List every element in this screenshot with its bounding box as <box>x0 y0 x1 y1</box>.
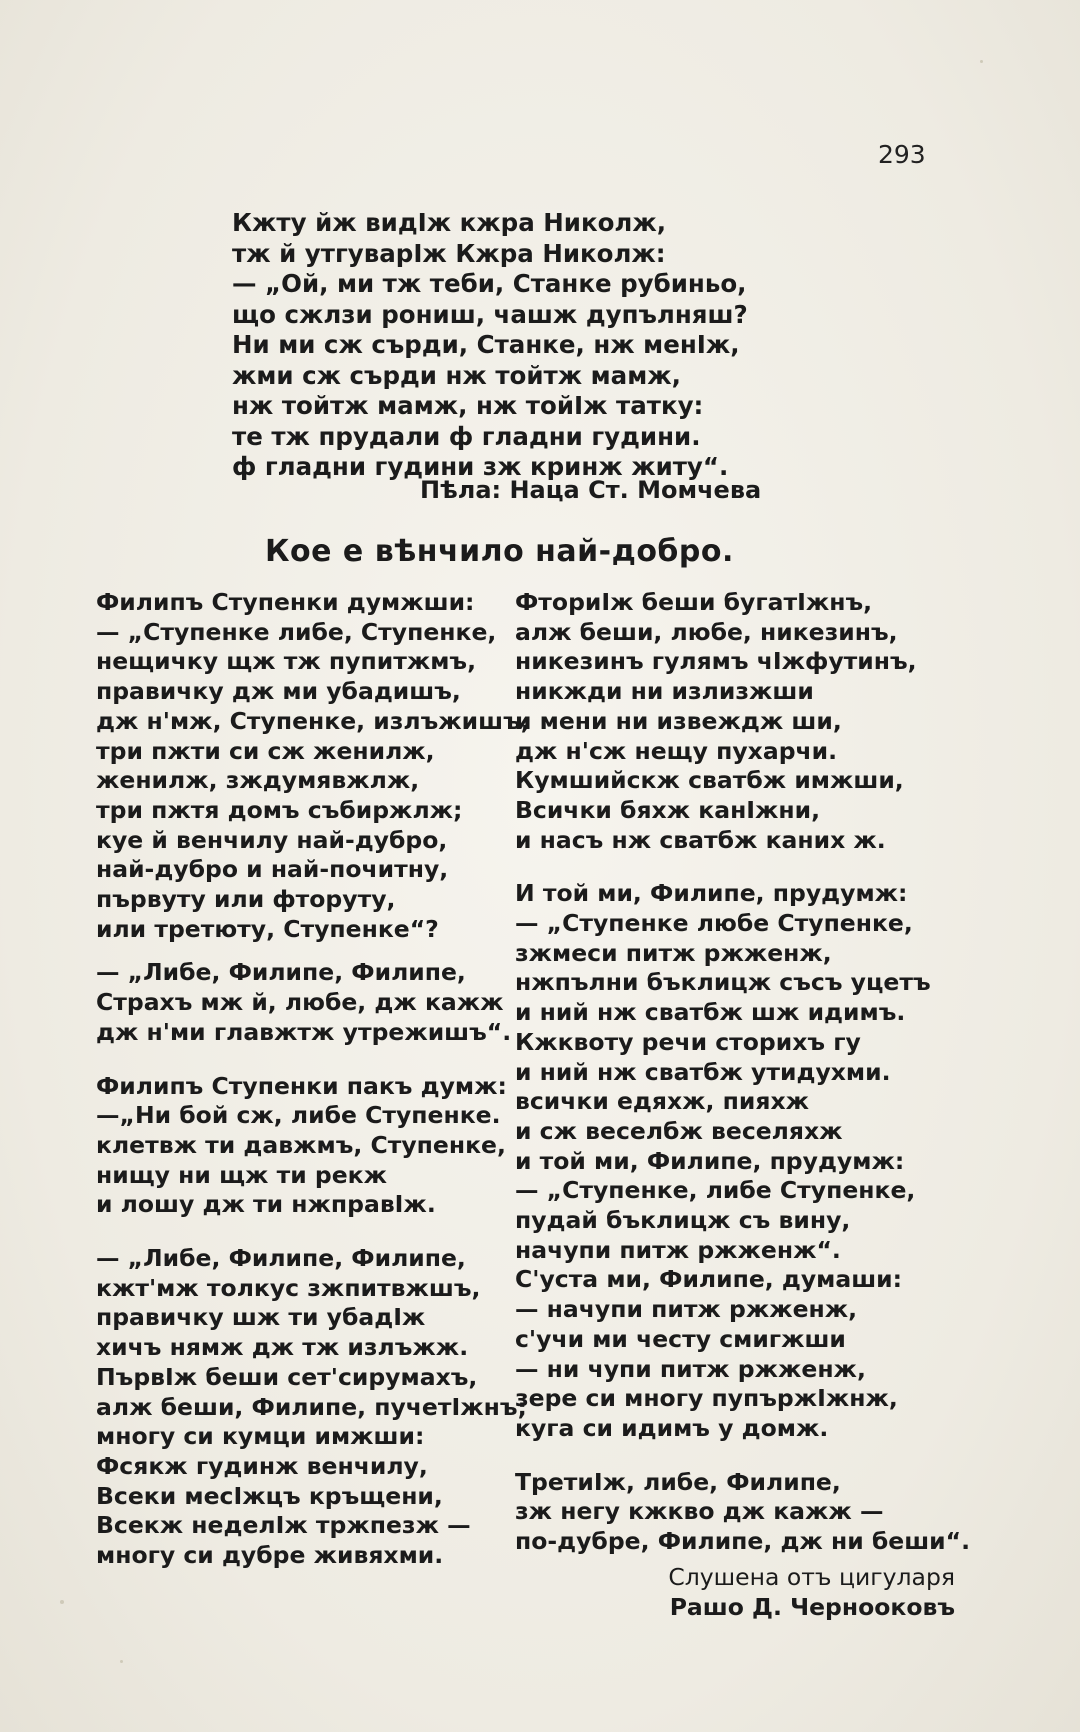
poem-line: И той ми, Филипе, прудумж: <box>515 879 908 908</box>
closing-attribution-source: Слушена отъ цигуларя <box>668 1562 955 1591</box>
poem-line: Всекж неделІж тржпезж — <box>96 1511 471 1540</box>
poem-line: що сжлзи рониш, чашж дупълняш? <box>232 299 748 329</box>
poem-line: С'уста ми, Филипе, думаши: <box>515 1265 903 1294</box>
poem-line: пудай бъклицж съ вину, <box>515 1206 851 1235</box>
poem-line: ф гладни гудини зж кринж житу“. <box>232 452 729 481</box>
stanza <box>515 879 955 1443</box>
poem-line: те тж прудали ф гладни гудини. <box>232 421 701 451</box>
poem-line: тж й утгуварІж Кжра Николж: <box>232 238 666 268</box>
poem-line: многу си дубре живяхми. <box>96 1541 444 1570</box>
poem-line: — „Либе, Филипе, Филипе, <box>96 958 466 987</box>
poem-line: всички едяхж, пияхж <box>515 1087 809 1116</box>
poem-line: най-дубро и най-почитну, <box>96 855 449 884</box>
poem-line: правичку шж ти убадІж <box>96 1303 426 1332</box>
poem-line: ПървІж беши сет'сирумахъ, <box>96 1362 478 1391</box>
poem-line: и сж веселбж веселяхж <box>515 1116 843 1145</box>
poem-line: — ни чупи питж ржженж, <box>515 1354 866 1383</box>
stanza <box>96 588 530 944</box>
poem-line: Фсякж гудинж венчилу, <box>96 1451 428 1480</box>
poem-line: женилж, зждумявжлж, <box>96 766 420 795</box>
poem-line: ФториІж беши бугатІжнъ, <box>515 588 873 616</box>
poem-line: Филипъ Ступенки думжши: <box>96 588 475 616</box>
poem-line: — „Ступенке любе Ступенке, <box>515 909 913 938</box>
poem-line: зж негу кжкво дж кажж — <box>515 1497 884 1526</box>
poem-line: правичку дж ми убадишъ, <box>96 677 461 706</box>
poem-line: многу си кумци имжши: <box>96 1422 425 1451</box>
poem-line: с'учи ми честу смигжши <box>515 1324 846 1353</box>
intro-poem <box>232 208 832 483</box>
stanza-gap <box>96 1220 506 1244</box>
poem-line: — „Ступенке, либе Ступенке, <box>515 1176 916 1205</box>
poem-line: и насъ нж сватбж каних ж. <box>515 825 886 854</box>
poem-line: дж н'ми главжтж утрежишъ“. <box>96 1017 512 1046</box>
poem-line: по-дубре, Филипе, дж ни беши“. <box>515 1527 971 1556</box>
poem-line: три пжти си сж женилж, <box>96 736 435 765</box>
poem-line: ТретиІж, либе, Филипе, <box>515 1467 841 1496</box>
stanza-gap <box>515 855 955 879</box>
poem-line: куга си идимъ у домж. <box>515 1413 829 1442</box>
poem-line: алж беши, любе, никезинъ, <box>515 617 898 646</box>
poem-line: и мени ни извеждж ши, <box>515 706 842 735</box>
poem-line: или третюту, Ступенке“? <box>96 914 439 943</box>
page-number: 293 <box>878 140 926 169</box>
poem-line: и ний нж сватбж утидухми. <box>515 1057 891 1086</box>
stanza <box>96 958 512 1047</box>
poem-line: — „Ступенке либе, Ступенке, <box>96 617 497 646</box>
intro-attribution: Пѣла: Наца Ст. Момчева <box>420 476 762 504</box>
poem-line: алж беши, Филипе, пучетІжнъ; <box>96 1392 527 1421</box>
poem-line: и той ми, Филипе, прудумж: <box>515 1146 905 1175</box>
poem-line: клетвж ти давжмъ, Ступенке, <box>96 1130 506 1159</box>
poem-line: първуту или фторуту, <box>96 885 396 914</box>
right-column <box>515 588 971 1622</box>
poem-line: дж н'сж нещу пухарчи. <box>515 736 838 765</box>
poem-line: — „Либе, Филипе, Филипе, <box>96 1244 466 1273</box>
poem-line: Ни ми сж сърди, Станке, нж менІж, <box>232 330 740 359</box>
poem-line: нжпълни бъклицж съсъ уцетъ <box>515 968 931 997</box>
poem-line: никжди ни излизжши <box>515 677 814 706</box>
closing-attribution-name: Рашо Д. Чернооковъ <box>669 1592 955 1621</box>
poem-line: Всеки месІжцъ кръщени, <box>96 1481 443 1510</box>
stanza-gap <box>515 1444 955 1468</box>
stanza <box>515 588 955 855</box>
stanza-gap <box>96 944 506 958</box>
poem-line: нищу ни щж ти рекж <box>96 1160 387 1189</box>
poem-line: хичъ нямж дж тж излъжж. <box>96 1333 469 1362</box>
poem-line: зере си многу пупържІжнж, <box>515 1384 898 1413</box>
poem-line: кжт'мж толкус зжпитвжшъ, <box>96 1273 481 1302</box>
poem-line: нж тойтж мамж, нж тойІж татку: <box>232 391 704 420</box>
song-title: Кое е вѣнчило най-добро. <box>265 534 734 569</box>
stanza <box>96 1072 506 1221</box>
stanza-gap <box>96 1048 506 1072</box>
poem-line: — „Ой, ми тж теби, Станке рубиньо, <box>232 269 747 298</box>
poem-line: и лошу дж ти нжправІж. <box>96 1190 436 1219</box>
poem-line: начупи питж ржженж“. <box>515 1235 841 1264</box>
poem-line: зжмеси питж ржженж, <box>515 938 832 967</box>
poem-line: три пжтя домъ събиржлж; <box>96 795 463 824</box>
poem-line: Кжквоту речи сторихъ гу <box>515 1027 861 1056</box>
poem-line: и ний нж сватбж шж идимъ. <box>515 998 906 1027</box>
stanza <box>96 1244 527 1571</box>
poem-line: дж н'мж, Ступенке, излъжишъ, <box>96 706 530 735</box>
poem-line: куе й венчилу най-дубро, <box>96 825 448 854</box>
poem-line: —„Ни бой сж, либе Ступенке. <box>96 1101 501 1130</box>
poem-line: Филипъ Ступенки пакъ думж: <box>96 1071 507 1100</box>
left-column <box>96 588 530 1571</box>
poem-line: жми сж сърди нж тойтж мамж, <box>232 360 681 390</box>
poem-line: нещичку щж тж пупитжмъ, <box>96 647 476 676</box>
poem-line: никезинъ гулямъ чІжфутинъ, <box>515 647 917 676</box>
poem-line: Кумшийскж сватбж имжши, <box>515 766 904 795</box>
poem-line: Страхъ мж й, любе, дж кажж <box>96 988 504 1017</box>
right-column-stanzas <box>515 588 971 1557</box>
poem-line: — начупи питж ржженж, <box>515 1295 858 1324</box>
stanza <box>515 1467 971 1557</box>
poem-line: Кжту йж видІж кжра Николж, <box>232 208 667 237</box>
poem-line: Всички бяхж канІжни, <box>515 795 821 824</box>
